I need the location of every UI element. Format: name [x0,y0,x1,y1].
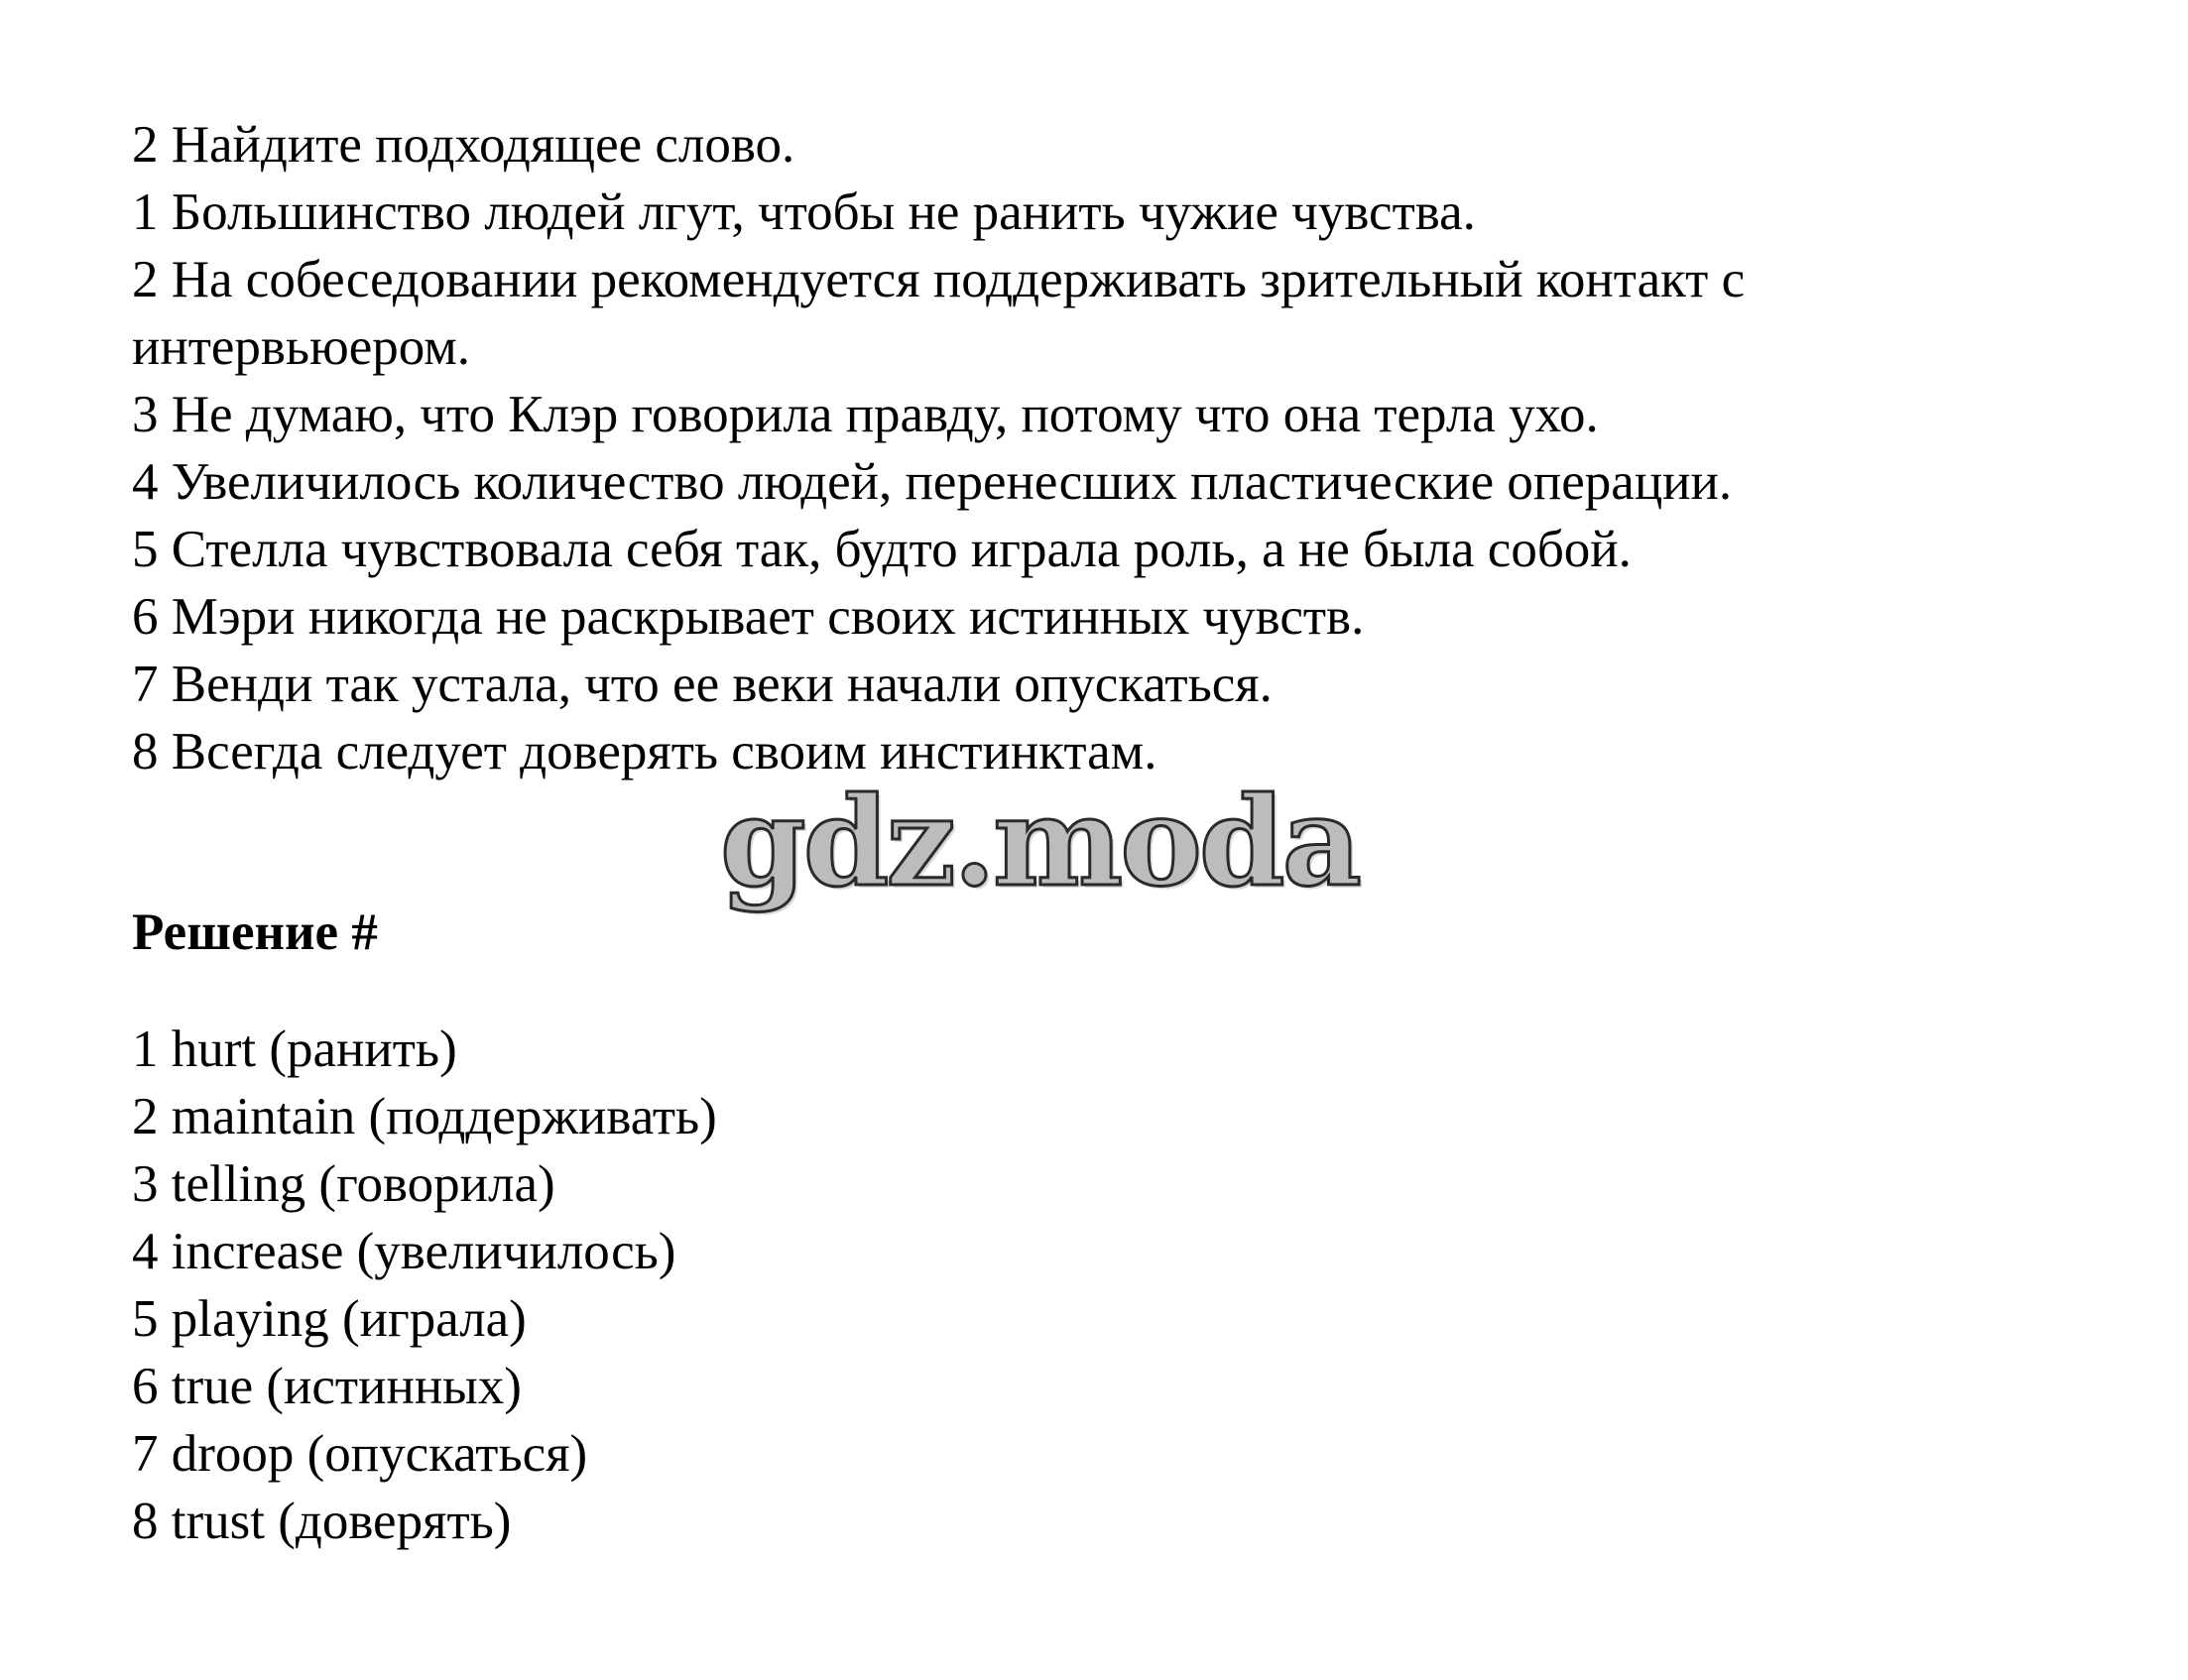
answer-item-2: 2 maintain (поддерживать) [132,1088,717,1145]
task-sentence-7: 7 Венди так устала, что ее веки начали опускаться. [132,656,1273,713]
answers-list [132,1016,1322,1555]
task-text [132,111,2096,785]
answer-item-7: 7 droop (опускаться) [132,1425,588,1483]
solution-heading: Решение # [132,903,378,961]
task-instruction: 2 Найдите подходящее слово. [132,116,795,174]
task-sentence-2: 2 На собеседовании рекомендуется поддерживать зрительный контакт с [132,251,1746,308]
answer-item-6: 6 true (истинных) [132,1358,522,1415]
answer-item-1: 1 hurt (ранить) [132,1020,457,1078]
answer-item-4: 4 increase (увеличилось) [132,1223,676,1280]
answer-item-3: 3 telling (говорила) [132,1155,555,1213]
answer-item-8: 8 trust (доверять) [132,1493,512,1550]
task-sentence-3: 3 Не думаю, что Клэр говорила правду, потому что она терла ухо. [132,386,1599,443]
watermark-logo: gdz.moda [720,771,1359,914]
task-sentence-8: 8 Всегда следует доверять своим инстинктам. [132,723,1157,780]
task-sentence-6: 6 Мэри никогда не раскрывает своих истинных чувств. [132,588,1365,646]
task-sentence-5: 5 Стелла чувствовала себя так, будто играла роль, а не была собой. [132,521,1632,578]
task-sentence-1: 1 Большинство людей лгут, чтобы не ранить чужие чувства. [132,183,1476,241]
task-sentence-2-continued: интервьюером. [132,318,471,376]
answer-item-5: 5 playing (играла) [132,1290,527,1348]
task-sentence-4: 4 Увеличилось количество людей, перенесших пластические операции. [132,453,1733,511]
